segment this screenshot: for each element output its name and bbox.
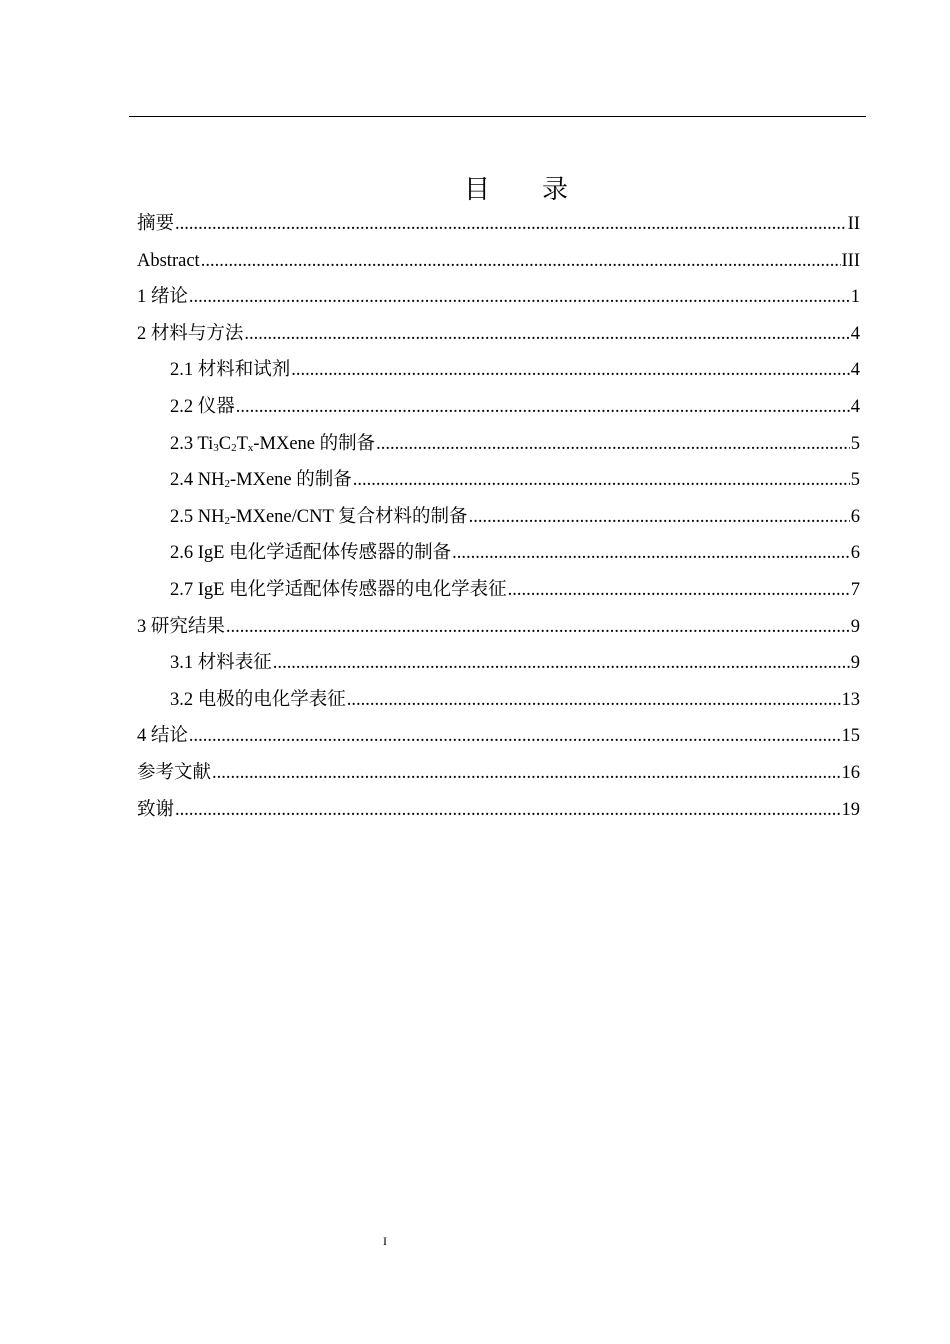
toc-leader-dots <box>508 574 850 606</box>
toc-entry-2-5[interactable] <box>137 501 860 538</box>
toc-leader-dots <box>469 501 850 533</box>
toc-entry-page: 9 <box>850 616 860 637</box>
toc-entry-label: 2 材料与方法 <box>137 323 244 344</box>
toc-entry-label: 摘要 <box>137 214 175 234</box>
header-rule <box>129 116 866 117</box>
toc-entry-label: 3.1 材料表征 <box>170 653 272 674</box>
toc-entry-2-3[interactable] <box>137 428 860 465</box>
toc-entry-abstract-cn[interactable] <box>137 208 860 245</box>
toc-entry-page: 6 <box>850 543 860 564</box>
title-char-1: 目 <box>463 175 490 205</box>
toc-leader-dots <box>452 537 850 569</box>
toc-entry-page: 13 <box>841 689 860 710</box>
toc-entry-2-6[interactable] <box>137 537 860 574</box>
toc-entry-2-7[interactable] <box>137 574 860 611</box>
table-of-contents <box>137 208 860 830</box>
toc-entry-page: 16 <box>841 762 860 783</box>
toc-entry-3-2[interactable] <box>137 684 860 721</box>
toc-entry-2-1[interactable] <box>137 354 860 391</box>
toc-entry-2[interactable] <box>137 318 860 355</box>
footer-page-number: I <box>383 1234 387 1248</box>
toc-entry-label: Abstract <box>137 250 200 271</box>
toc-entry-label: 4 结论 <box>137 726 188 747</box>
toc-entry-page: 4 <box>850 360 860 381</box>
toc-leader-dots <box>189 281 850 313</box>
toc-entry-page: 6 <box>850 506 860 527</box>
toc-entry-label: 2.7 IgE 电化学适配体传感器的电化学表征 <box>170 579 507 600</box>
toc-leader-dots <box>212 757 840 789</box>
toc-entry-references[interactable] <box>137 757 860 794</box>
toc-entry-label: 2.2 仪器 <box>170 396 235 417</box>
toc-entry-abstract-en[interactable] <box>137 245 860 282</box>
toc-entry-page: 5 <box>850 433 860 454</box>
toc-entry-page: 1 <box>850 287 860 308</box>
toc-entry-label: 2.5 $NH_2-MXene$/CNT 复合材料的制备 <box>170 506 468 527</box>
toc-entry-page: III <box>841 250 860 271</box>
toc-entry-acknowledgements[interactable] <box>137 794 860 831</box>
toc-entry-label: 1 绪论 <box>137 287 188 308</box>
toc-entry-page: 9 <box>850 653 860 674</box>
toc-leader-dots <box>175 208 847 240</box>
toc-entry-page: 7 <box>850 579 860 600</box>
toc-entry-page: 5 <box>850 470 860 491</box>
toc-leader-dots <box>347 684 841 716</box>
toc-leader-dots <box>189 720 841 752</box>
toc-entry-page: 15 <box>841 726 860 747</box>
toc-entry-2-2[interactable] <box>137 391 860 428</box>
toc-leader-dots <box>353 464 850 496</box>
toc-entry-label: 3.2 电极的电化学表征 <box>170 689 346 710</box>
toc-entry-label: 参考文献 <box>137 762 212 783</box>
toc-entry-label: 2.4 $NH_2$-MXene 的制备 <box>170 470 352 491</box>
page-title <box>0 169 950 206</box>
toc-leader-dots <box>273 647 850 679</box>
toc-entry-3[interactable] <box>137 611 860 648</box>
toc-leader-dots <box>244 318 849 350</box>
toc-entry-3-1[interactable] <box>137 647 860 684</box>
toc-entry-page: 4 <box>850 396 860 417</box>
toc-leader-dots <box>226 611 850 643</box>
toc-entry-label: 3 研究结果 <box>137 616 225 637</box>
toc-leader-dots <box>376 428 850 460</box>
toc-leader-dots <box>175 794 840 826</box>
toc-entry-2-4[interactable] <box>137 464 860 501</box>
title-char-2: 录 <box>542 175 569 205</box>
toc-entry-page: 19 <box>841 799 860 820</box>
toc-entry-label: 2.3 $Ti_3C_2T_x$-MXene 的制备 <box>170 433 376 454</box>
toc-entry-label: 致谢 <box>137 799 175 820</box>
toc-entry-page: II <box>847 214 860 234</box>
toc-entry-1[interactable] <box>137 281 860 318</box>
toc-leader-dots <box>236 391 850 423</box>
toc-leader-dots <box>201 245 841 277</box>
toc-leader-dots <box>291 354 849 386</box>
toc-entry-4[interactable] <box>137 720 860 757</box>
toc-entry-label: 2.6 IgE 电化学适配体传感器的制备 <box>170 543 452 564</box>
toc-entry-page: 4 <box>850 323 860 344</box>
toc-entry-label: 2.1 材料和试剂 <box>170 360 291 381</box>
